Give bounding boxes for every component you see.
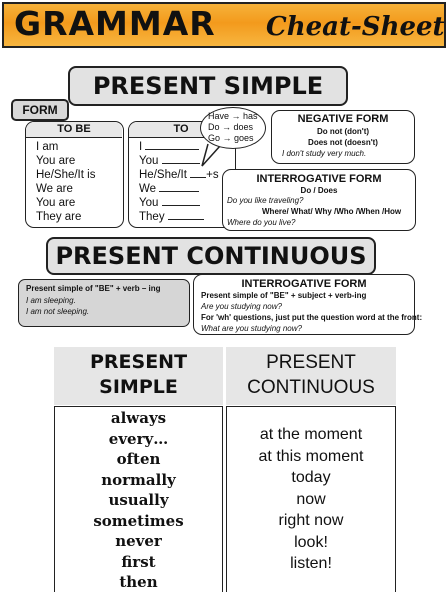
table-header-present-continuous	[226, 350, 396, 400]
interrogative-form-example: Where do you live?	[227, 218, 296, 227]
list-item: usually	[108, 491, 169, 509]
list-item: never	[115, 532, 162, 550]
to-pronoun: He/She/It	[139, 169, 187, 181]
list-item: now	[296, 490, 326, 508]
to-row	[139, 182, 219, 196]
table-header-line: SIMPLE	[99, 376, 178, 398]
list-item: every…	[108, 429, 169, 448]
blank-line	[162, 196, 200, 206]
present-simple-title: PRESENT SIMPLE	[68, 66, 348, 106]
simple-time-words	[54, 408, 223, 593]
continuous-time-words	[226, 424, 396, 575]
list-item: normally	[101, 470, 176, 489]
list-item: right now	[278, 512, 344, 529]
table-header-line: PRESENT	[89, 351, 188, 373]
list-item: sometimes	[93, 511, 184, 530]
to-be-list	[36, 140, 95, 224]
to-pronoun: You	[139, 197, 159, 209]
list-item: then	[119, 573, 158, 591]
page-title: GRAMMAR	[14, 4, 216, 43]
to-pronoun: We	[139, 183, 157, 195]
list-item: always	[110, 409, 167, 427]
to-row	[139, 168, 219, 182]
to-be-title: TO BE	[26, 122, 122, 138]
negative-form-title: NEGATIVE FORM	[297, 113, 389, 125]
page-subtitle: Cheat-Sheet	[266, 12, 445, 42]
to-pronoun: I	[139, 141, 143, 153]
continuous-interrogative-rule: Present simple of "BE" + subject + verb-ing	[201, 291, 367, 300]
to-be-row: I am	[36, 141, 59, 153]
blank-line	[162, 154, 200, 164]
list-item: today	[291, 469, 331, 486]
form-label: FORM	[11, 99, 69, 121]
interrogative-form-example: Do you like traveling?	[227, 196, 304, 205]
interrogative-form-title: INTERROGATIVE FORM	[256, 173, 382, 185]
blank-line	[159, 182, 199, 192]
bubble-line: Go → goes	[208, 133, 254, 143]
to-pronoun: You	[139, 155, 159, 167]
blank-line	[168, 210, 204, 220]
negative-form-line: Do not (don't)	[316, 127, 370, 136]
negative-form-line: Does not (doesn't)	[308, 138, 378, 147]
continuous-interrogative-example: What are you studying now?	[201, 324, 302, 333]
continuous-affirmative-example: I am not sleeping.	[26, 307, 90, 316]
to-be-row: They are	[36, 211, 82, 223]
bubble-line: Do → does	[208, 122, 254, 132]
continuous-interrogative-rule: For 'wh' questions, just put the question word at the front:	[201, 313, 423, 322]
table-header-present-simple	[54, 350, 223, 400]
continuous-interrogative-title: INTERROGATIVE FORM	[241, 278, 367, 290]
bubble-text	[208, 111, 258, 144]
to-be-box	[25, 121, 124, 228]
interrogative-form-line: Do / Does	[300, 186, 338, 195]
continuous-affirmative-rule: Present simple of "BE" + verb – ing	[26, 284, 161, 293]
list-item: first	[121, 552, 156, 571]
to-suffix: +s	[206, 169, 219, 181]
wh-words: Where/ What/ Why /Who /When /How	[262, 207, 402, 216]
to-pronoun: They	[139, 211, 165, 223]
continuous-affirmative-example: I am sleeping.	[26, 296, 76, 305]
to-be-row: You are	[36, 197, 76, 209]
list-item: listen!	[290, 555, 332, 572]
to-row	[139, 210, 219, 224]
to-be-row: He/She/It is	[36, 169, 96, 181]
table-header-line: CONTINUOUS	[247, 377, 375, 398]
to-title: TO	[129, 122, 233, 138]
present-continuous-title: PRESENT CONTINUOUS	[46, 237, 376, 275]
list-item: at the moment	[259, 426, 363, 443]
table-header-line: PRESENT	[266, 352, 356, 373]
list-item: at this moment	[258, 447, 364, 465]
to-row	[139, 196, 219, 210]
to-be-row: You are	[36, 155, 76, 167]
negative-form-example: I don't study very much.	[282, 149, 367, 158]
bubble-line: Have → has	[208, 111, 258, 121]
blank-line	[145, 140, 199, 150]
list-item: look!	[294, 533, 328, 551]
list-item: often	[116, 450, 161, 468]
to-be-row: We are	[36, 183, 73, 195]
continuous-interrogative-example: Are you studying now?	[201, 302, 282, 311]
